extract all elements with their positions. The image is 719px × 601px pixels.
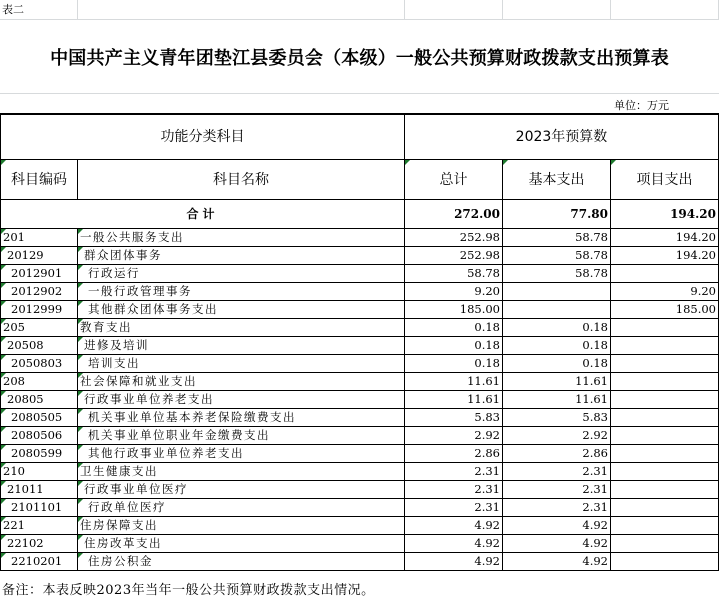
row-code-cell[interactable] xyxy=(1,247,78,265)
row-basic-cell[interactable] xyxy=(503,265,611,283)
cell-marker-icon xyxy=(78,427,83,432)
row-code-text: 208 xyxy=(3,373,25,388)
cell-marker-icon xyxy=(78,301,83,306)
row-basic-cell[interactable] xyxy=(503,355,611,373)
row-code-text: 20805 xyxy=(7,391,44,406)
row-name-text: 住房公积金 xyxy=(88,553,153,568)
row-basic-cell[interactable] xyxy=(503,229,611,247)
row-total-cell[interactable] xyxy=(405,463,503,481)
table-row xyxy=(1,553,719,571)
cell-marker-icon xyxy=(78,229,83,234)
row-code-cell[interactable] xyxy=(1,355,78,373)
row-basic-cell[interactable] xyxy=(503,337,611,355)
row-basic-cell[interactable] xyxy=(503,301,611,319)
row-project-text: 194.20 xyxy=(675,247,716,262)
row-total-cell[interactable] xyxy=(405,319,503,337)
row-project-cell[interactable] xyxy=(611,265,719,283)
row-basic-cell[interactable] xyxy=(503,535,611,553)
row-code-cell[interactable] xyxy=(1,499,78,517)
row-basic-text: 11.61 xyxy=(575,373,608,388)
header-code[interactable] xyxy=(1,160,78,200)
table-row xyxy=(1,481,719,499)
cell-marker-icon xyxy=(1,553,6,558)
cell-marker-icon xyxy=(78,391,83,396)
table-row xyxy=(1,391,719,409)
sheet-top-row xyxy=(0,0,719,20)
row-name-cell[interactable] xyxy=(78,481,405,499)
row-project-cell[interactable] xyxy=(611,499,719,517)
empty-cell[interactable] xyxy=(503,0,611,20)
row-total-text: 0.18 xyxy=(474,355,500,370)
row-total-text: 2.86 xyxy=(474,445,500,460)
row-total-cell[interactable] xyxy=(405,535,503,553)
row-total-text: 4.92 xyxy=(474,517,500,532)
row-name-text: 一般行政管理事务 xyxy=(88,283,192,298)
cell-marker-icon xyxy=(1,499,6,504)
cell-marker-icon xyxy=(1,391,6,396)
row-basic-cell[interactable] xyxy=(503,463,611,481)
table-row xyxy=(1,463,719,481)
row-code-text: 20508 xyxy=(7,337,44,352)
row-name-cell[interactable] xyxy=(78,337,405,355)
row-basic-text: 2.31 xyxy=(582,463,608,478)
cell-marker-icon xyxy=(78,319,83,324)
table-row xyxy=(1,517,719,535)
row-total-text: 5.83 xyxy=(474,409,500,424)
row-name-text: 卫生健康支出 xyxy=(80,463,158,478)
total-basic[interactable]: 77.80 xyxy=(503,200,611,229)
row-code-cell[interactable] xyxy=(1,517,78,535)
row-code-text: 2080505 xyxy=(11,409,63,424)
row-code-cell[interactable] xyxy=(1,319,78,337)
row-name-text: 住房改革支出 xyxy=(84,535,162,550)
cell-marker-icon xyxy=(1,301,6,306)
table-row xyxy=(1,445,719,463)
row-total-cell[interactable] xyxy=(405,409,503,427)
table-row xyxy=(1,229,719,247)
cell-marker-icon xyxy=(78,499,83,504)
row-total-cell[interactable] xyxy=(405,301,503,319)
total-label[interactable]: 合计 xyxy=(1,200,405,229)
row-name-cell[interactable] xyxy=(78,265,405,283)
row-project-cell[interactable] xyxy=(611,391,719,409)
row-name-text: 群众团体事务 xyxy=(84,247,162,262)
row-name-text: 一般公共服务支出 xyxy=(80,229,184,244)
row-total-cell[interactable] xyxy=(405,553,503,571)
row-project-cell[interactable] xyxy=(611,373,719,391)
cell-marker-icon xyxy=(78,517,83,522)
table-row xyxy=(1,337,719,355)
row-project-cell[interactable] xyxy=(611,247,719,265)
row-name-text: 机关事业单位基本养老保险缴费支出 xyxy=(88,409,296,424)
row-basic-text: 2.86 xyxy=(582,445,608,460)
cell-marker-icon xyxy=(78,247,83,252)
row-code-cell[interactable] xyxy=(1,337,78,355)
row-basic-text: 4.92 xyxy=(582,535,608,550)
row-name-cell[interactable] xyxy=(78,535,405,553)
row-basic-cell[interactable] xyxy=(503,517,611,535)
cell-marker-icon xyxy=(1,319,6,324)
cell-marker-icon xyxy=(78,373,83,378)
row-code-cell[interactable] xyxy=(1,301,78,319)
row-project-cell[interactable] xyxy=(611,427,719,445)
table-row xyxy=(1,301,719,319)
cell-marker-icon xyxy=(78,337,83,342)
table-row xyxy=(1,355,719,373)
row-code-text: 2012999 xyxy=(11,301,63,316)
unit-label: 单位：万元 xyxy=(614,99,669,112)
header-category[interactable]: 功能分类科目 xyxy=(1,114,405,160)
cell-marker-icon xyxy=(1,409,6,414)
row-name-text: 其他行政事业单位养老支出 xyxy=(88,445,244,460)
table-row xyxy=(1,535,719,553)
row-code-text: 22102 xyxy=(7,535,44,550)
header-project[interactable] xyxy=(611,160,719,200)
cell-marker-icon xyxy=(1,373,6,378)
row-name-cell[interactable] xyxy=(78,517,405,535)
row-total-cell[interactable] xyxy=(405,445,503,463)
header-total-label: 总计 xyxy=(439,171,468,188)
row-code-cell[interactable] xyxy=(1,481,78,499)
table-title-cell[interactable] xyxy=(0,20,719,94)
unit-row xyxy=(0,94,719,113)
cell-marker-icon xyxy=(1,355,6,360)
row-project-cell[interactable] xyxy=(611,337,719,355)
row-total-text: 2.31 xyxy=(474,481,500,496)
cell-marker-icon xyxy=(503,160,508,165)
row-code-text: 20129 xyxy=(7,247,44,262)
row-total-cell[interactable] xyxy=(405,391,503,409)
row-name-cell[interactable] xyxy=(78,463,405,481)
row-code-text: 2101101 xyxy=(11,499,63,514)
row-project-cell[interactable] xyxy=(611,283,719,301)
row-total-cell[interactable] xyxy=(405,229,503,247)
cell-marker-icon xyxy=(78,481,83,486)
row-name-cell[interactable] xyxy=(78,499,405,517)
row-total-cell[interactable] xyxy=(405,247,503,265)
row-total-cell[interactable] xyxy=(405,373,503,391)
row-basic-text: 2.92 xyxy=(582,427,608,442)
empty-cell[interactable] xyxy=(405,0,503,20)
row-basic-cell[interactable] xyxy=(503,499,611,517)
row-code-cell[interactable] xyxy=(1,409,78,427)
header-row-2 xyxy=(1,160,719,200)
cell-marker-icon xyxy=(1,229,6,234)
header-basic-label: 基本支出 xyxy=(528,171,585,188)
row-code-cell[interactable] xyxy=(1,535,78,553)
row-project-cell[interactable] xyxy=(611,535,719,553)
row-project-cell[interactable] xyxy=(611,481,719,499)
row-code-text: 205 xyxy=(3,319,25,334)
row-total-text: 4.92 xyxy=(474,535,500,550)
table-title: 中国共产主义青年团垫江县委员会（本级）一般公共预算财政拨款支出预算表 xyxy=(50,47,669,69)
row-name-cell[interactable] xyxy=(78,373,405,391)
row-name-text: 住房保障支出 xyxy=(80,517,158,532)
row-code-text: 2080506 xyxy=(11,427,63,442)
cell-marker-icon xyxy=(1,427,6,432)
header-budget-group[interactable]: 2023年预算数 xyxy=(405,114,719,160)
row-project-cell[interactable] xyxy=(611,301,719,319)
row-name-text: 进修及培训 xyxy=(84,337,149,352)
row-total-text: 252.98 xyxy=(459,229,500,244)
row-name-cell[interactable] xyxy=(78,445,405,463)
header-total[interactable] xyxy=(405,160,503,200)
row-code-cell[interactable] xyxy=(1,373,78,391)
row-total-cell[interactable] xyxy=(405,499,503,517)
header-code-label: 科目编码 xyxy=(11,171,67,188)
header-name[interactable]: 科目名称 xyxy=(78,160,405,200)
row-total-text: 4.92 xyxy=(474,553,500,568)
total-sum[interactable]: 272.00 xyxy=(405,200,503,229)
row-name-cell[interactable] xyxy=(78,553,405,571)
footnote: 备注：本表反映2023年当年一般公共预算财政拨款支出情况。 xyxy=(2,583,375,598)
cell-marker-icon xyxy=(1,265,6,270)
table-row xyxy=(1,283,719,301)
row-code-cell[interactable] xyxy=(1,391,78,409)
row-basic-text: 4.92 xyxy=(582,517,608,532)
row-basic-cell[interactable] xyxy=(503,427,611,445)
row-basic-cell[interactable] xyxy=(503,409,611,427)
row-total-text: 0.18 xyxy=(474,337,500,352)
row-total-text: 11.61 xyxy=(467,373,500,388)
row-name-cell[interactable] xyxy=(78,229,405,247)
row-code-text: 2050803 xyxy=(11,355,63,370)
cell-marker-icon xyxy=(78,535,83,540)
cell-marker-icon xyxy=(78,355,83,360)
row-code-cell[interactable] xyxy=(1,427,78,445)
row-name-text: 行政运行 xyxy=(88,265,140,280)
row-project-cell[interactable] xyxy=(611,517,719,535)
row-total-text: 2.31 xyxy=(474,463,500,478)
row-code-cell[interactable] xyxy=(1,283,78,301)
row-code-cell[interactable] xyxy=(1,229,78,247)
row-code-cell[interactable] xyxy=(1,445,78,463)
row-project-cell[interactable] xyxy=(611,319,719,337)
empty-cell[interactable] xyxy=(78,0,405,20)
row-code-cell[interactable] xyxy=(1,553,78,571)
row-basic-text: 0.18 xyxy=(582,337,608,352)
row-total-cell[interactable] xyxy=(405,427,503,445)
row-code-cell[interactable] xyxy=(1,265,78,283)
cell-marker-icon xyxy=(78,409,83,414)
row-project-text: 9.20 xyxy=(690,283,716,298)
table-row xyxy=(1,319,719,337)
row-name-text: 行政事业单位医疗 xyxy=(84,481,188,496)
row-total-cell[interactable] xyxy=(405,265,503,283)
row-basic-text: 58.78 xyxy=(575,265,608,280)
row-code-text: 201 xyxy=(3,229,25,244)
row-basic-text: 2.31 xyxy=(582,481,608,496)
row-basic-text: 58.78 xyxy=(575,229,608,244)
total-project[interactable]: 194.20 xyxy=(611,200,719,229)
row-total-text: 2.31 xyxy=(474,499,500,514)
header-basic[interactable] xyxy=(503,160,611,200)
table-row xyxy=(1,265,719,283)
row-code-text: 21011 xyxy=(7,481,44,496)
row-basic-cell[interactable] xyxy=(503,283,611,301)
cell-marker-icon xyxy=(1,283,6,288)
cell-marker-icon xyxy=(1,481,6,486)
cell-marker-icon xyxy=(611,160,616,165)
row-project-cell[interactable] xyxy=(611,229,719,247)
table-row xyxy=(1,373,719,391)
row-name-cell[interactable] xyxy=(78,319,405,337)
row-basic-cell[interactable] xyxy=(503,319,611,337)
total-row xyxy=(1,200,719,229)
row-basic-text: 0.18 xyxy=(582,355,608,370)
row-name-text: 教育支出 xyxy=(80,319,132,334)
row-name-text: 社会保障和就业支出 xyxy=(80,373,197,388)
row-total-cell[interactable] xyxy=(405,283,503,301)
header-row-1 xyxy=(1,114,719,160)
row-basic-cell[interactable] xyxy=(503,445,611,463)
row-basic-cell[interactable] xyxy=(503,391,611,409)
row-total-text: 9.20 xyxy=(474,283,500,298)
row-code-text: 2080599 xyxy=(11,445,63,460)
row-total-text: 58.78 xyxy=(467,265,500,280)
row-total-cell[interactable] xyxy=(405,517,503,535)
table-row xyxy=(1,499,719,517)
cell-marker-icon xyxy=(78,283,83,288)
row-project-cell[interactable] xyxy=(611,463,719,481)
corner-label: 表二 xyxy=(0,0,78,20)
row-project-cell[interactable] xyxy=(611,445,719,463)
row-name-text: 培训支出 xyxy=(88,355,140,370)
empty-cell[interactable] xyxy=(611,0,719,20)
row-name-cell[interactable] xyxy=(78,391,405,409)
cell-marker-icon xyxy=(1,463,6,468)
row-name-text: 机关事业单位职业年金缴费支出 xyxy=(88,427,270,442)
row-total-text: 2.92 xyxy=(474,427,500,442)
row-total-cell[interactable] xyxy=(405,481,503,499)
table-row xyxy=(1,409,719,427)
table-row xyxy=(1,247,719,265)
row-project-text: 194.20 xyxy=(675,229,716,244)
row-basic-text: 58.78 xyxy=(575,247,608,262)
row-name-cell[interactable] xyxy=(78,427,405,445)
row-total-cell[interactable] xyxy=(405,355,503,373)
cell-marker-icon xyxy=(78,553,83,558)
cell-marker-icon xyxy=(78,445,83,450)
row-total-text: 0.18 xyxy=(474,319,500,334)
row-basic-text: 2.31 xyxy=(582,499,608,514)
cell-marker-icon xyxy=(78,265,83,270)
row-code-cell[interactable] xyxy=(1,463,78,481)
row-name-cell[interactable] xyxy=(78,283,405,301)
row-basic-cell[interactable] xyxy=(503,481,611,499)
row-basic-cell[interactable] xyxy=(503,373,611,391)
row-name-cell[interactable] xyxy=(78,247,405,265)
cell-marker-icon xyxy=(1,517,6,522)
row-basic-cell[interactable] xyxy=(503,553,611,571)
row-basic-cell[interactable] xyxy=(503,247,611,265)
row-total-text: 11.61 xyxy=(467,391,500,406)
row-name-text: 行政事业单位养老支出 xyxy=(84,391,214,406)
cell-marker-icon xyxy=(1,247,6,252)
row-project-cell[interactable] xyxy=(611,355,719,373)
row-basic-text: 4.92 xyxy=(582,553,608,568)
row-code-text: 221 xyxy=(3,517,25,532)
cell-marker-icon xyxy=(1,160,6,165)
table-row xyxy=(1,427,719,445)
row-code-text: 2012901 xyxy=(11,265,63,280)
cell-marker-icon xyxy=(405,160,410,165)
row-total-cell[interactable] xyxy=(405,337,503,355)
cell-marker-icon xyxy=(1,535,6,540)
row-basic-text: 0.18 xyxy=(582,319,608,334)
header-project-label: 项目支出 xyxy=(636,171,693,188)
row-code-text: 2210201 xyxy=(11,553,63,568)
row-name-text: 行政单位医疗 xyxy=(88,499,166,514)
row-project-cell[interactable] xyxy=(611,553,719,571)
row-basic-text: 11.61 xyxy=(575,391,608,406)
row-code-text: 2012902 xyxy=(11,283,63,298)
cell-marker-icon xyxy=(1,337,6,342)
row-total-text: 252.98 xyxy=(459,247,500,262)
row-code-text: 210 xyxy=(3,463,25,478)
cell-marker-icon xyxy=(1,445,6,450)
row-name-cell[interactable] xyxy=(78,301,405,319)
row-project-cell[interactable] xyxy=(611,409,719,427)
cell-marker-icon xyxy=(78,463,83,468)
budget-table xyxy=(0,113,719,571)
row-basic-text: 5.83 xyxy=(582,409,608,424)
row-name-cell[interactable] xyxy=(78,409,405,427)
row-project-text: 185.00 xyxy=(675,301,716,316)
row-total-text: 185.00 xyxy=(459,301,500,316)
row-name-text: 其他群众团体事务支出 xyxy=(88,301,218,316)
row-name-cell[interactable] xyxy=(78,355,405,373)
